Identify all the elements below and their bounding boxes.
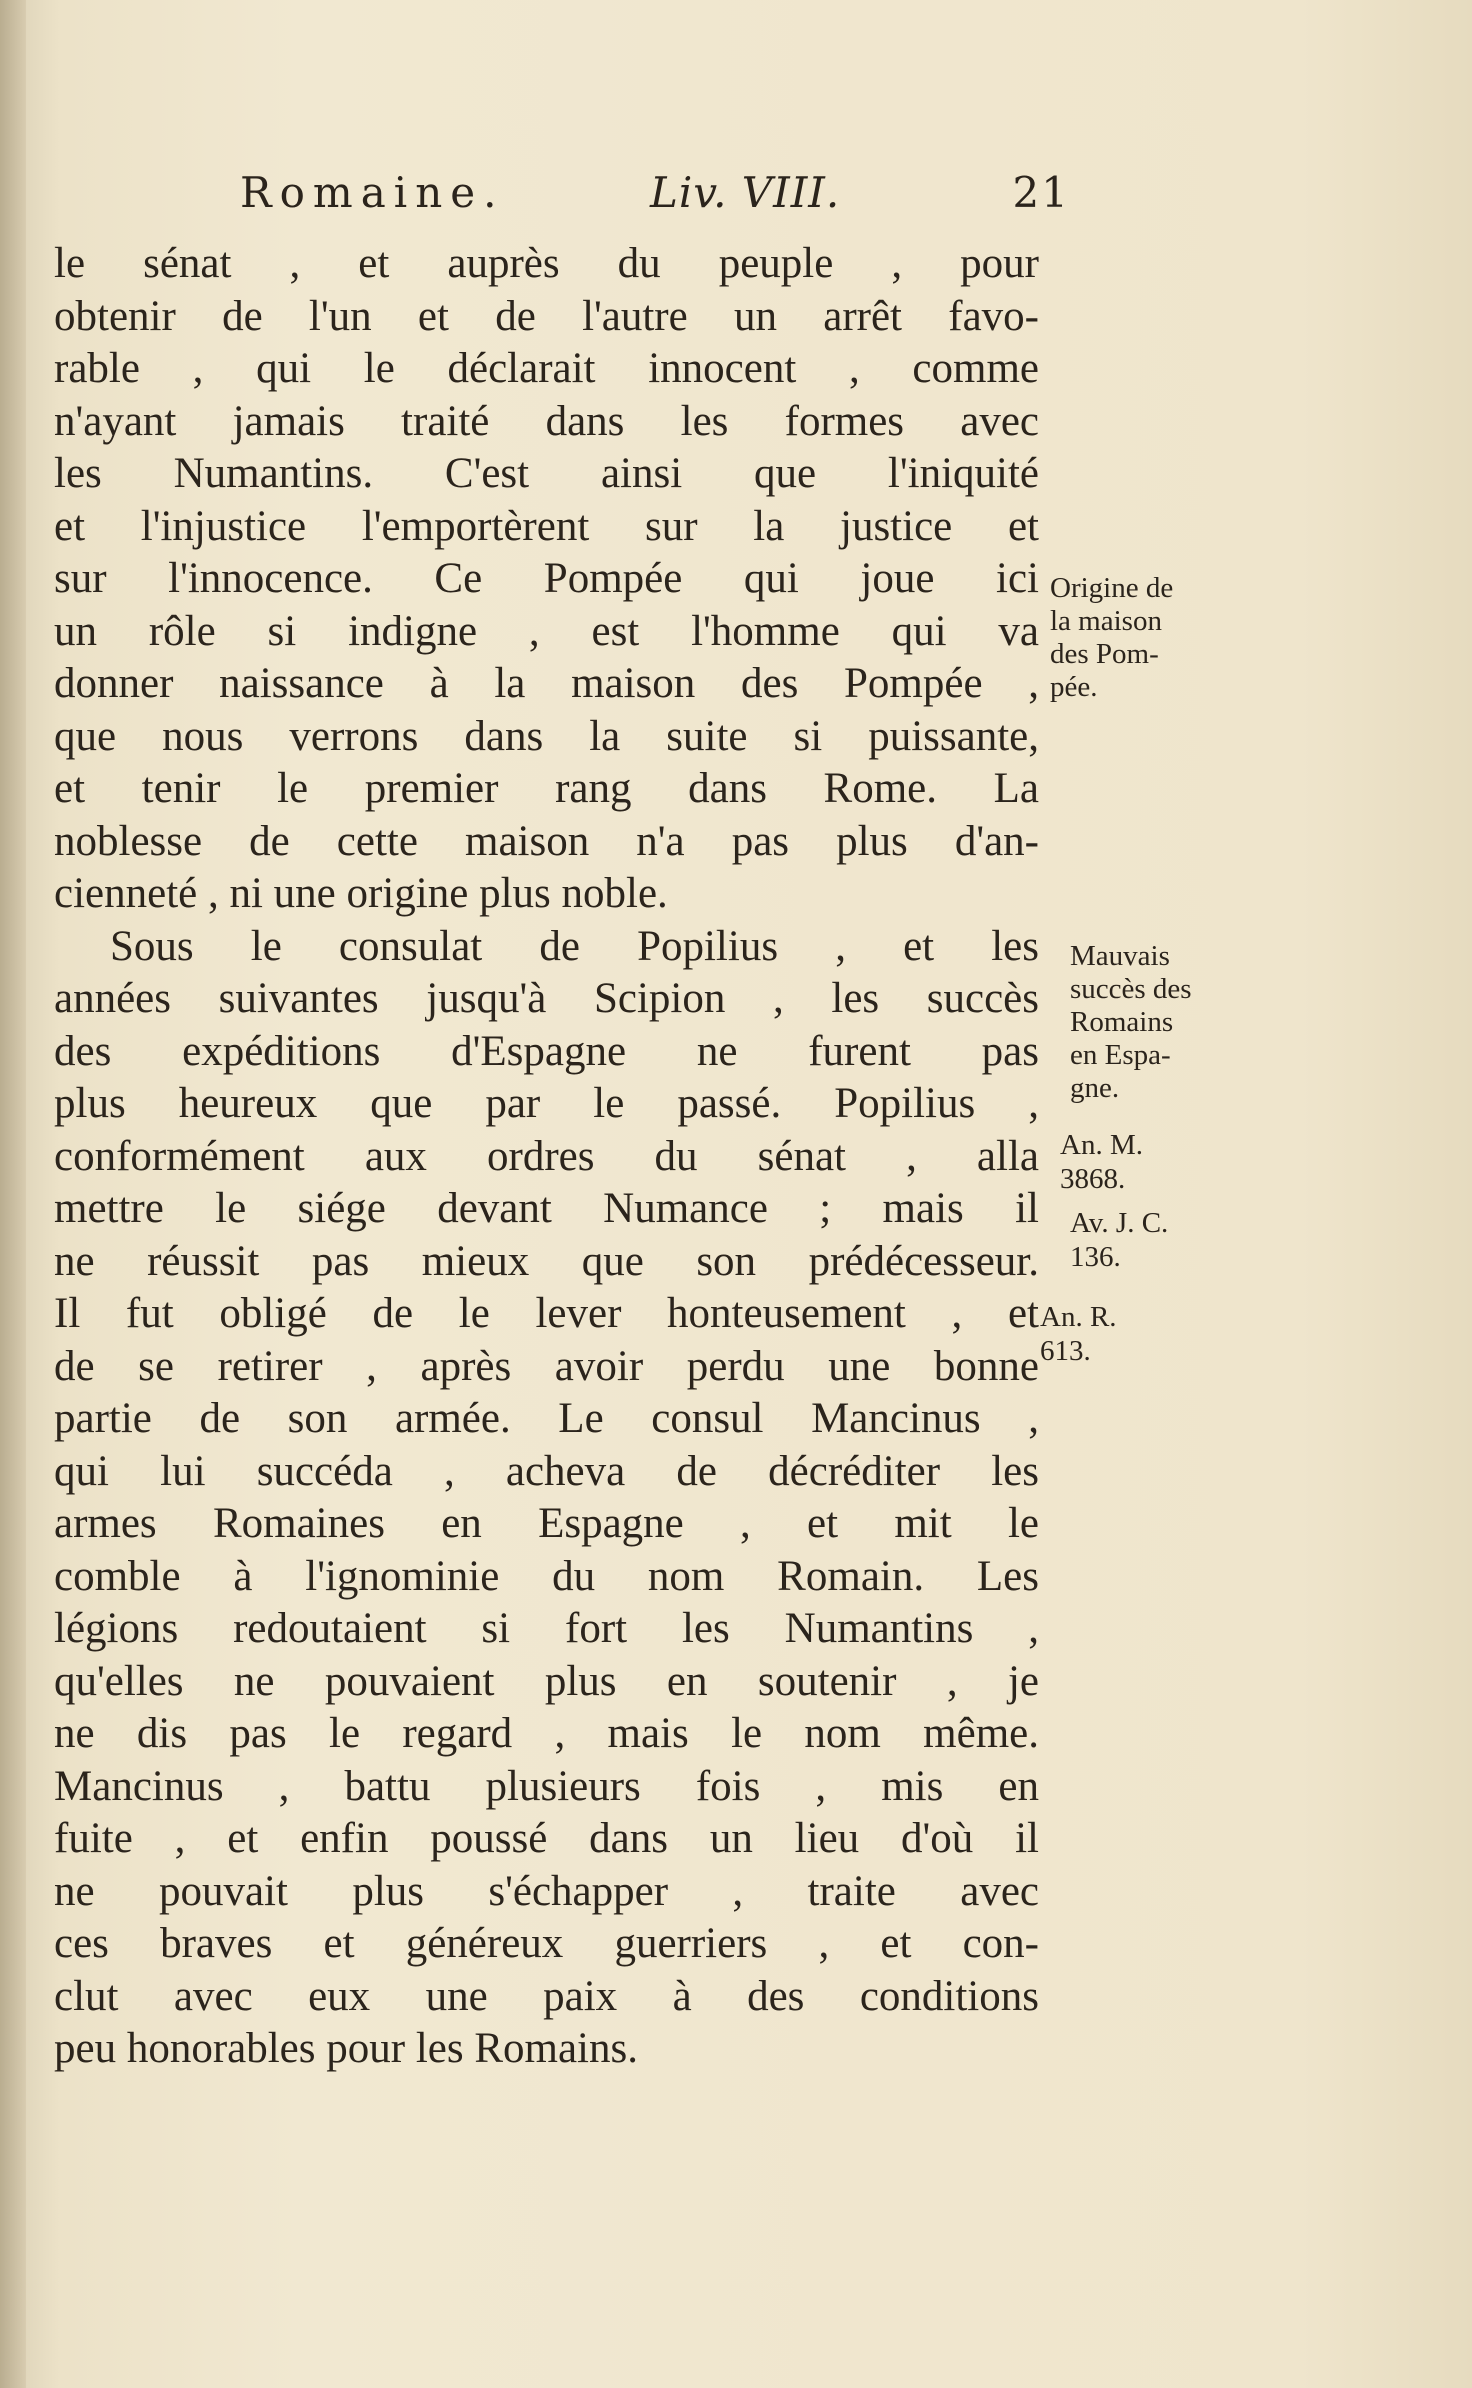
- paragraph-2: [54, 921, 1039, 2076]
- year-value: 3868.: [1060, 1163, 1126, 1195]
- text-line: et l'injustice l'emportèrent sur la justice et: [54, 502, 1039, 550]
- margin-year-jc: [1070, 1206, 1270, 1274]
- text-line: légions redoutaient si fort les Numantins ,: [54, 1605, 1039, 1652]
- text-line: Sous le consulat de Popilius , et les: [110, 922, 1039, 970]
- page-gutter: [0, 0, 26, 2388]
- year-value: 136.: [1070, 1241, 1121, 1273]
- margin-note-mauvais: [1070, 940, 1270, 1105]
- text-line: donner naissance à la maison des Pompée ,: [54, 660, 1039, 707]
- text-line: conformément aux ordres du sénat , alla: [54, 1132, 1039, 1180]
- text-line: qui lui succéda , acheva de décréditer les: [54, 1447, 1039, 1495]
- text-line: le sénat , et auprès du peuple , pour: [54, 240, 1039, 287]
- note-line: succès des: [1070, 973, 1192, 1005]
- text-line: clut avec eux une paix à des conditions: [54, 1972, 1039, 2020]
- text-line: années suivantes jusqu'à Scipion , les succès: [54, 975, 1039, 1022]
- text-line: Mancinus , battu plusieurs fois , mis en: [54, 1762, 1039, 1810]
- text-line: cienneté , ni une origine plus noble.: [54, 870, 668, 917]
- note-line: gne.: [1070, 1072, 1120, 1104]
- body-text: [54, 238, 1039, 2076]
- header-title: Romaine.: [240, 168, 505, 217]
- text-line: partie de son armée. Le consul Mancinus ,: [54, 1395, 1039, 1442]
- text-line: de se retirer , après avoir perdu une bonne: [54, 1342, 1039, 1390]
- text-line: et tenir le premier rang dans Rome. La: [54, 765, 1039, 812]
- margin-year-ar: [1040, 1300, 1240, 1368]
- margin-note-origine: [1050, 572, 1250, 704]
- text-line: obtenir de l'un et de l'autre un arrêt favo-: [54, 292, 1039, 340]
- year-label: An. R.: [1040, 1301, 1117, 1333]
- note-line: Romains: [1070, 1006, 1174, 1038]
- text-line: sur l'innocence. Ce Pompée qui joue ici: [54, 555, 1039, 602]
- text-line: les Numantins. C'est ainsi que l'iniquité: [54, 450, 1039, 497]
- text-line: un rôle si indigne , est l'homme qui va: [54, 607, 1039, 655]
- year-label: Av. J. C.: [1070, 1207, 1169, 1239]
- text-line: fuite , et enfin poussé dans un lieu d'où il: [54, 1815, 1039, 1862]
- text-line: armes Romaines en Espagne , et mit le: [54, 1500, 1039, 1547]
- text-line: ces braves et généreux guerriers , et con-: [54, 1920, 1039, 1967]
- text-line: ne dis pas le regard , mais le nom même.: [54, 1710, 1039, 1757]
- text-line: ne pouvait plus s'échapper , traite avec: [54, 1867, 1039, 1915]
- text-line: qu'elles ne pouvaient plus en soutenir , je: [54, 1657, 1039, 1705]
- running-header: [240, 168, 1070, 228]
- text-line: comble à l'ignominie du nom Romain. Les: [54, 1552, 1039, 1600]
- text-line: que nous verrons dans la suite si puissante,: [54, 712, 1039, 760]
- note-line: pée.: [1050, 671, 1098, 703]
- margin-year-am: [1060, 1128, 1260, 1196]
- header-book: Liv. VIII.: [650, 168, 841, 217]
- text-line: peu honorables pour les Romains.: [54, 2025, 638, 2072]
- year-value: 613.: [1040, 1335, 1091, 1367]
- note-line: des Pom-: [1050, 638, 1159, 670]
- text-line: des expéditions d'Espagne ne furent pas: [54, 1027, 1039, 1075]
- note-line: Origine de: [1050, 572, 1174, 604]
- paragraph-1: [54, 238, 1039, 921]
- text-line: Il fut obligé de le lever honteusement , et: [54, 1290, 1039, 1337]
- year-label: An. M.: [1060, 1129, 1143, 1161]
- note-line: la maison: [1050, 605, 1162, 637]
- text-line: rable , qui le déclarait innocent , comme: [54, 345, 1039, 392]
- text-line: mettre le siége devant Numance ; mais il: [54, 1185, 1039, 1232]
- text-line: noblesse de cette maison n'a pas plus d'an-: [54, 817, 1039, 865]
- text-line: ne réussit pas mieux que son prédécesseur.: [54, 1237, 1039, 1285]
- text-line: plus heureux que par le passé. Popilius ,: [54, 1080, 1039, 1127]
- page-number: 21: [1012, 168, 1070, 217]
- text-line: n'ayant jamais traité dans les formes avec: [54, 397, 1039, 445]
- note-line: en Espa-: [1070, 1039, 1171, 1071]
- note-line: Mauvais: [1070, 940, 1170, 972]
